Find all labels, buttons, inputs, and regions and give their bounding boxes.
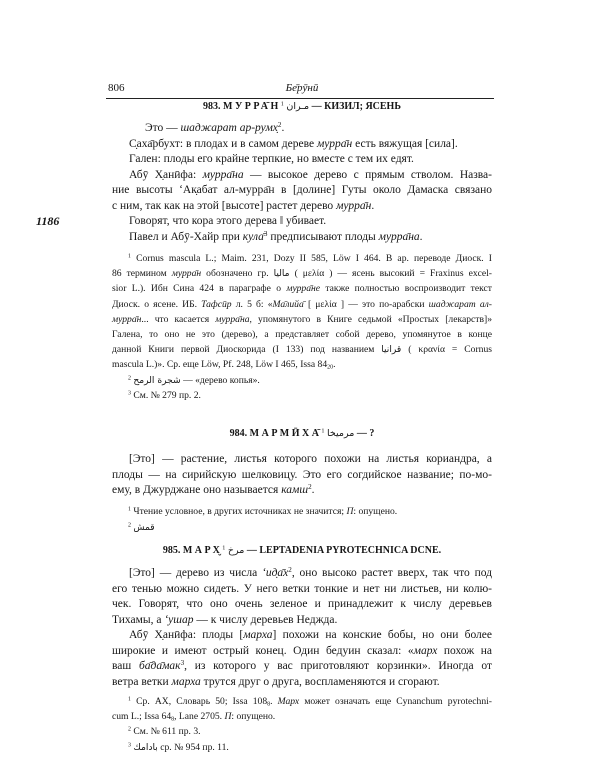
text-run: 984.	[229, 428, 250, 439]
text-line	[112, 183, 492, 199]
text-run: мурра̄н	[336, 199, 372, 212]
text-run: Cornus mascula L.; Maim. 231, Dozy II 585, Löw I 464. В ар. переводе Диоск. I	[130, 253, 492, 264]
text-run: также полностью воспроизводит текст	[320, 283, 493, 295]
footnote-line	[112, 504, 492, 519]
footnote-marker: 2	[128, 375, 131, 382]
text-run: — LEPTADENIA PYROTECHNICA DCNE.	[244, 545, 442, 556]
text-run: См. № 279 пр. 2.	[130, 389, 201, 401]
text-line	[112, 483, 492, 499]
subscript-index: 8	[267, 701, 271, 708]
text-run: [ μελία ] — это по-арабски	[303, 298, 429, 310]
text-line	[112, 597, 492, 613]
footnote-marker: 3	[128, 742, 131, 749]
text-run: МАРМӢХА̄	[249, 428, 322, 439]
footnote-marker: 2	[128, 727, 131, 734]
text-run: ( μελία ) — ясень высокий = Fraxinus excel-	[289, 268, 492, 280]
text-run: шаджарат ар-румх̣	[180, 122, 278, 134]
text-run: ваш	[112, 660, 139, 672]
entry-985-footnotes	[112, 694, 492, 755]
text-run: похож на	[437, 644, 492, 657]
text-run: — к числу деревьев Неджда.	[193, 613, 338, 626]
text-run: 983.	[203, 101, 224, 112]
footnote-line	[112, 297, 492, 312]
text-run: cum L.; Issa 64	[112, 711, 172, 723]
footnote-line	[112, 342, 492, 357]
text-run: мурра̄н	[316, 137, 353, 150]
entry-983-footnotes	[112, 251, 492, 403]
text-run: мурра̄на	[215, 313, 250, 325]
text-run: ( κρανία = Cornus	[401, 344, 493, 356]
footnote-line	[112, 519, 492, 536]
footnote-line	[112, 740, 492, 755]
entry-984-text	[112, 452, 492, 499]
footnote-marker: 1	[280, 100, 284, 108]
text-run: камш	[281, 484, 309, 496]
text-run: ср. № 954 пр. 11.	[157, 741, 229, 753]
text-line	[112, 168, 492, 184]
text-line	[112, 452, 492, 468]
text-run: с ним, так как на этой [высоте] растет дерево	[112, 199, 337, 212]
text-run: .	[371, 199, 375, 212]
text-run: С̣аха̄рбухт: в плодах и в самом дереве	[129, 137, 317, 150]
footnote-line	[112, 312, 492, 327]
text-run: Абӯ Х̣анӣфа: плоды [	[129, 629, 244, 641]
text-run: может означать еще Cynanchum pyrotechni-	[299, 696, 492, 707]
footnote-line	[112, 388, 492, 403]
text-run: мурра̄на	[202, 168, 244, 181]
text-run: Ср. АХ, Словарь 50; Issa 108	[130, 696, 268, 707]
text-run: л. 5 б: «	[231, 298, 273, 310]
text-run: его тенью можно сидеть. У него ветки тонкие и нет ни листьев, ни колю-	[112, 582, 492, 595]
arabic-term: بادامك	[133, 742, 158, 753]
subscript-index: 8	[171, 716, 175, 723]
arabic-term: مـران	[286, 101, 310, 112]
footnote-marker: 1	[222, 544, 226, 552]
text-run: МУРРА̄Н	[223, 101, 281, 112]
footnote-marker: 3	[128, 390, 131, 397]
text-run: Диоск. о ясене. ИБ.	[112, 298, 202, 310]
text-run: Чтение условное, в других источниках не значится;	[130, 506, 347, 517]
text-run: — высокое дерево с прямым стволом. Назва-	[243, 168, 492, 181]
text-line	[112, 566, 492, 582]
text-line	[112, 628, 492, 644]
text-line	[112, 468, 492, 484]
text-run: марха	[243, 629, 273, 641]
arabic-term: مرميخا	[327, 428, 355, 439]
text-run: ему, в Джурджане оно называется	[112, 484, 282, 496]
footnote-marker: 2	[288, 566, 292, 575]
text-run: марх	[413, 644, 438, 657]
text-run: — ?	[354, 428, 375, 439]
text-run: , упомянутого в Книге седьмой «Простых [лекарств]»	[249, 313, 492, 325]
footnote-marker: 1	[128, 506, 131, 513]
entry-983-text	[112, 121, 492, 245]
text-run: Говорят, что кора этого дерева ‖ убивает.	[129, 215, 327, 227]
text-run: Тафсӣр	[201, 298, 232, 310]
footnote-line	[112, 327, 492, 342]
footnote-line	[112, 694, 492, 709]
text-run: шаджарат ал-	[428, 298, 492, 310]
text-line	[112, 230, 492, 246]
text-run: П	[224, 711, 232, 723]
text-run: мурра̄н	[112, 313, 142, 325]
text-run: ветра ветки	[112, 675, 172, 688]
text-line	[112, 644, 492, 660]
text-run: 985.	[162, 545, 183, 556]
text-run: .	[281, 122, 285, 134]
text-run: .	[270, 696, 278, 707]
text-line	[112, 152, 492, 168]
footnote-marker: 3	[263, 229, 268, 238]
footnote-marker: 1	[321, 427, 325, 435]
text-run: ние высоты ʻАк̣абат ал-мурра̄н в [долине] Гуты около Дамаска связано	[112, 184, 492, 196]
arabic-term: ماليا	[273, 269, 290, 280]
text-line	[112, 582, 492, 598]
text-run: трутся друг о друга, воспламеняются и сгорают.	[200, 675, 440, 688]
text-run: 86 термином	[112, 268, 172, 280]
footnote-line	[112, 357, 492, 372]
text-run: Абӯ Х̣анӣфа:	[129, 168, 203, 181]
text-line	[112, 137, 492, 153]
text-run: , оно высоко растет вверх, так что под	[291, 567, 492, 579]
entry-985-text	[112, 566, 492, 690]
text-run: , Lane 2705.	[174, 711, 225, 723]
text-run: Павел и Абӯ-Хайр при	[129, 230, 243, 243]
entry-984-heading	[112, 426, 492, 442]
text-run: , из которого у вас приготовляют корзинки». Иногда от	[184, 660, 492, 672]
footnote-marker: 1	[128, 253, 131, 260]
subscript-index: 20	[327, 364, 334, 371]
text-run: широкие и имеют острый конец. Один бедуин сказал: «	[112, 644, 414, 657]
text-run: .	[419, 230, 423, 243]
text-line	[112, 214, 492, 230]
text-run: марха	[171, 675, 201, 688]
text-run: Тихамы, а	[112, 613, 165, 626]
text-run: ʻушар	[164, 613, 194, 626]
text-line	[112, 613, 492, 629]
margin-page-reference: 1186	[36, 214, 60, 228]
text-run: [Это] — растение, листья которого похожи на листья кориандра, а	[129, 453, 492, 465]
text-line	[112, 121, 492, 137]
text-line	[112, 659, 492, 675]
text-run: : опущено.	[353, 506, 398, 517]
entry-984-footnotes	[112, 504, 492, 536]
footnote-marker: 2	[128, 522, 131, 529]
text-line	[112, 675, 492, 691]
footnote-line	[112, 251, 492, 266]
text-run: : опущено.	[231, 711, 276, 723]
arabic-term: شجرة الرمح	[133, 375, 181, 386]
footnote-line	[112, 724, 492, 739]
text-run: sior L.). Ибн Сина 424 в параграфе о	[112, 283, 287, 295]
footnote-line	[112, 266, 492, 281]
text-run: [Это] — дерево из числа	[129, 567, 263, 579]
text-run: mascula L.)». Ср. еще Löw, Pf. 248, Löw I 465, Issa 84	[112, 359, 328, 371]
text-run: ʻид̣а̄х	[262, 567, 289, 579]
text-line	[112, 199, 492, 215]
footnote-marker: 2	[308, 483, 312, 492]
text-run: плоды — на сирийскую шелковицу. Это его согдийское название; по-мо-	[112, 468, 492, 481]
text-run: есть вяжущая [сила].	[352, 137, 458, 150]
text-run: Марх	[277, 696, 300, 707]
arabic-term: قمش	[133, 523, 155, 534]
text-run: Гален: плоды его крайне терпкие, но вместе с тем их едят.	[129, 153, 414, 165]
text-run: данной Книги первой Диоскорида (I 133) под названием	[112, 344, 382, 356]
entry-985-heading	[112, 543, 492, 559]
text-run: ... что касается	[141, 313, 216, 325]
footnote-marker: 3	[180, 659, 185, 668]
arabic-term: قرانيا	[381, 345, 402, 356]
text-run: ] похожи на конские бобы, но они более	[272, 629, 493, 641]
arabic-term: مرخ	[227, 545, 245, 556]
page-number: 806	[108, 82, 125, 94]
text-run: мурра̄на	[378, 230, 420, 243]
footnote-line	[112, 281, 492, 296]
text-run: МАРХ̮	[182, 545, 223, 556]
text-run: Галена, то оно не это (дерево), а представляет собой дерево, упомянутое в конце	[112, 328, 492, 340]
text-run: кула̄	[242, 230, 264, 243]
text-run: .	[333, 359, 336, 371]
entry-983-heading	[112, 99, 492, 115]
footnote-line	[112, 709, 492, 724]
footnote-marker: 2	[277, 121, 282, 130]
text-run: обозначено гр.	[201, 268, 274, 280]
text-run: — «дерево копья».	[180, 374, 260, 386]
text-run: См. № 611 пр. 3.	[130, 726, 201, 738]
text-run: Ма̄лийа̄	[272, 298, 304, 310]
footnote-marker: 1	[128, 696, 131, 703]
text-run: П	[346, 506, 354, 517]
text-run: чек. Говорят, что оно очень зеленое и принадлежит к числу деревьев	[112, 598, 492, 610]
running-head: Бе̄рӯнӣ	[285, 82, 319, 94]
footnote-line	[112, 373, 492, 388]
text-run: ба̄да̄мак	[138, 660, 181, 672]
text-run: .	[311, 484, 315, 496]
text-run: — КИЗИЛ; ЯСЕНЬ	[309, 101, 401, 112]
text-run: мурра̄н	[171, 268, 202, 280]
text-run: предписывают плоды	[267, 230, 379, 243]
text-run: Это —	[145, 122, 181, 134]
text-run: мурра̄не	[286, 283, 321, 295]
